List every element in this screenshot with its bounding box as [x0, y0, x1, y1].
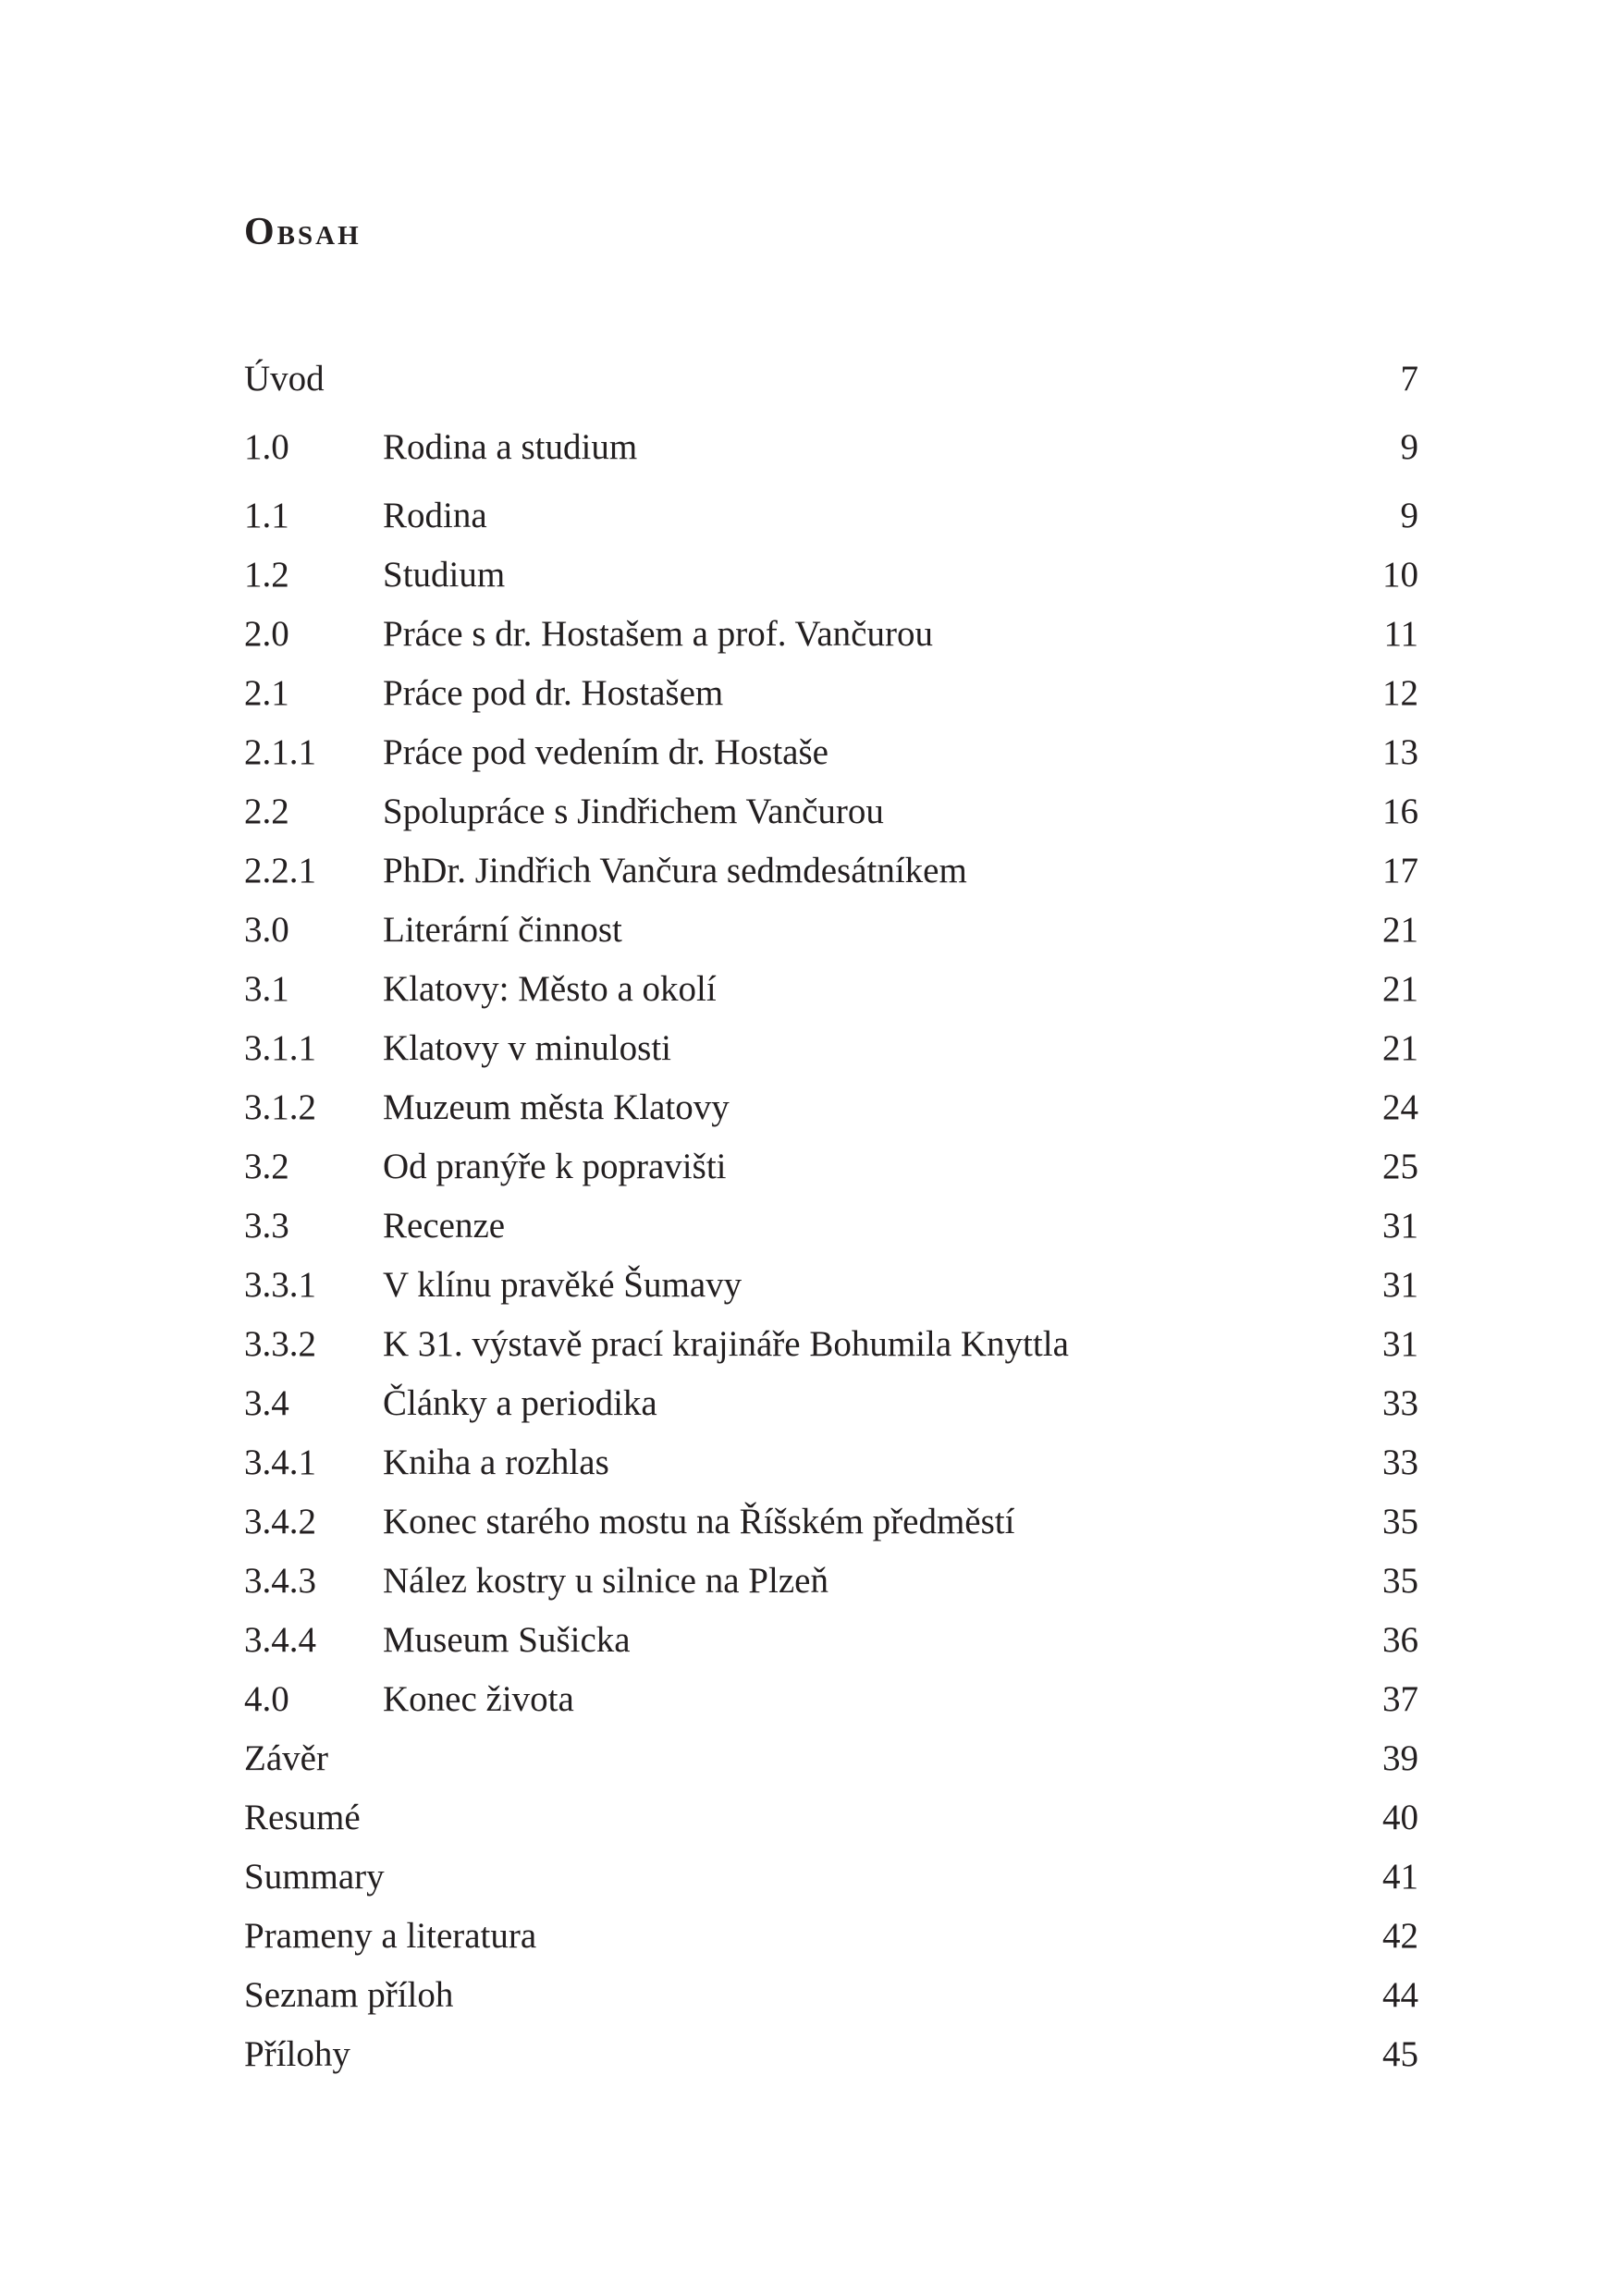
- toc-entry-page: 31: [1382, 1206, 1418, 1246]
- toc-entry-number: 1.1: [244, 496, 289, 535]
- toc-entry-title: K 31. výstavě prací krajináře Bohumila Knyttla: [383, 1324, 1069, 1364]
- toc-entry-number: 1.0: [244, 427, 289, 467]
- toc-entry: [244, 1197, 1418, 1256]
- toc-entry-title: Recenze: [383, 1206, 506, 1246]
- toc-entry-number: 2.1: [244, 673, 289, 713]
- toc-entry: [244, 1907, 1418, 1966]
- toc-entry-number: 2.2.1: [244, 851, 316, 890]
- toc-entry-number: 3.1.2: [244, 1087, 316, 1127]
- toc-entry: [244, 664, 1418, 723]
- toc-entry-number: 3.4.2: [244, 1502, 316, 1541]
- toc-entry-title: Přílohy: [244, 2034, 350, 2074]
- toc-entry-number: 3.1.1: [244, 1028, 316, 1068]
- toc-entry-page: 9: [1400, 427, 1418, 467]
- toc-entry-number: 3.4.1: [244, 1443, 316, 1482]
- toc-entry-title: Kniha a rozhlas: [383, 1443, 609, 1482]
- toc-entry-number: 2.2: [244, 792, 289, 831]
- toc-entry-page: 42: [1382, 1916, 1418, 1956]
- toc-entry-number: 3.4.3: [244, 1561, 316, 1601]
- toc-entry-page: 7: [1400, 359, 1418, 399]
- toc-entry-page: 39: [1382, 1738, 1418, 1778]
- toc-entry-title: PhDr. Jindřich Vančura sedmdesátníkem: [383, 851, 967, 890]
- toc-entry-page: 24: [1382, 1087, 1418, 1127]
- toc-entry-title: Rodina: [383, 496, 487, 535]
- toc-entry: [244, 1137, 1418, 1197]
- toc-entry-title: Od pranýře k popravišti: [383, 1147, 727, 1186]
- page-title: Obsah: [244, 211, 362, 253]
- toc-entry-page: 37: [1382, 1679, 1418, 1719]
- toc-entry-title: Literární činnost: [383, 910, 622, 950]
- toc-entry-title: Resumé: [244, 1798, 361, 1837]
- toc-entry-title: Klatovy: Město a okolí: [383, 969, 717, 1009]
- toc-entry-page: 31: [1382, 1265, 1418, 1305]
- toc-entry: [244, 2025, 1418, 2084]
- toc-entry-title: Konec života: [383, 1679, 574, 1719]
- toc-entry-page: 21: [1382, 1028, 1418, 1068]
- toc-entry-page: 41: [1382, 1857, 1418, 1897]
- toc-entry-title: Závěr: [244, 1738, 328, 1778]
- toc-entry-page: 44: [1382, 1975, 1418, 2015]
- toc-entry-title: Práce pod dr. Hostašem: [383, 673, 724, 713]
- toc-entry: [244, 1492, 1418, 1552]
- toc-entry: [244, 901, 1418, 960]
- toc-entry: [244, 605, 1418, 664]
- toc-entry: [244, 1078, 1418, 1137]
- toc-entry-page: 35: [1382, 1502, 1418, 1541]
- toc-entry-title: Prameny a literatura: [244, 1916, 537, 1956]
- toc-entry-title: Nález kostry u silnice na Plzeň: [383, 1561, 828, 1601]
- toc-entry-title: Studium: [383, 555, 506, 595]
- toc-entry: [244, 1729, 1418, 1788]
- toc-entry-page: 11: [1383, 614, 1418, 654]
- toc-entry: [244, 418, 1418, 477]
- toc-entry-page: 12: [1382, 673, 1418, 713]
- toc-entry-number: 3.3: [244, 1206, 289, 1246]
- toc-entry: [244, 350, 1418, 409]
- toc-entry: [244, 1552, 1418, 1611]
- toc-entry: [244, 960, 1418, 1019]
- toc-entry-number: 3.0: [244, 910, 289, 950]
- toc-entry-page: 35: [1382, 1561, 1418, 1601]
- toc-entry: [244, 1019, 1418, 1078]
- toc-entry-page: 33: [1382, 1443, 1418, 1482]
- toc-entry-number: 3.3.2: [244, 1324, 316, 1364]
- toc-entry-number: 2.1.1: [244, 732, 316, 772]
- toc-entry-page: 9: [1400, 496, 1418, 535]
- toc-entry: [244, 486, 1418, 546]
- toc-entry-page: 40: [1382, 1798, 1418, 1837]
- toc-entry-number: 2.0: [244, 614, 289, 654]
- toc-entry-page: 25: [1382, 1147, 1418, 1186]
- toc-entry: [244, 1374, 1418, 1433]
- toc-entry-title: Úvod: [244, 359, 325, 399]
- toc-entry-page: 17: [1382, 851, 1418, 890]
- toc-entry-title: Seznam příloh: [244, 1975, 454, 2015]
- toc-entry-page: 16: [1382, 792, 1418, 831]
- toc-entry-number: 4.0: [244, 1679, 289, 1719]
- toc-entry-title: Konec starého mostu na Říšském předměstí: [383, 1502, 1015, 1541]
- toc-entry-number: 1.2: [244, 555, 289, 595]
- toc-entry-title: Rodina a studium: [383, 427, 638, 467]
- toc-entry-page: 21: [1382, 969, 1418, 1009]
- toc-entry-title: Spolupráce s Jindřichem Vančurou: [383, 792, 884, 831]
- toc-entry: [244, 782, 1418, 841]
- toc-entry-title: Práce s dr. Hostašem a prof. Vančurou: [383, 614, 933, 654]
- toc-entry-number: 3.4: [244, 1383, 289, 1423]
- toc-entry-number: 3.2: [244, 1147, 289, 1186]
- toc-entry-title: Summary: [244, 1857, 385, 1897]
- toc-entry: [244, 1848, 1418, 1907]
- toc-entry: [244, 1256, 1418, 1315]
- toc-entry: [244, 1611, 1418, 1670]
- toc-entry-number: 3.3.1: [244, 1265, 316, 1305]
- toc-entry: [244, 1966, 1418, 2025]
- toc-entry: [244, 841, 1418, 901]
- toc-entry-page: 31: [1382, 1324, 1418, 1364]
- toc-entry-page: 21: [1382, 910, 1418, 950]
- toc-entry-title: Klatovy v minulosti: [383, 1028, 671, 1068]
- toc-entry-number: 3.1: [244, 969, 289, 1009]
- toc-entry: [244, 546, 1418, 605]
- toc-entry-page: 45: [1382, 2034, 1418, 2074]
- toc-entry-title: Práce pod vedením dr. Hostaše: [383, 732, 828, 772]
- toc-entry-page: 36: [1382, 1620, 1418, 1660]
- toc-entry-title: Museum Sušicka: [383, 1620, 631, 1660]
- toc-entry-title: V klínu pravěké Šumavy: [383, 1265, 742, 1305]
- toc-entry: [244, 1433, 1418, 1492]
- table-of-contents: [244, 350, 1418, 2084]
- toc-entry-title: Články a periodika: [383, 1383, 657, 1423]
- toc-entry-page: 33: [1382, 1383, 1418, 1423]
- toc-entry-number: 3.4.4: [244, 1620, 316, 1660]
- toc-entry-title: Muzeum města Klatovy: [383, 1087, 730, 1127]
- toc-entry: [244, 1670, 1418, 1729]
- toc-entry: [244, 723, 1418, 782]
- toc-entry-page: 13: [1382, 732, 1418, 772]
- toc-entry: [244, 1315, 1418, 1374]
- toc-entry: [244, 1788, 1418, 1848]
- toc-entry-page: 10: [1382, 555, 1418, 595]
